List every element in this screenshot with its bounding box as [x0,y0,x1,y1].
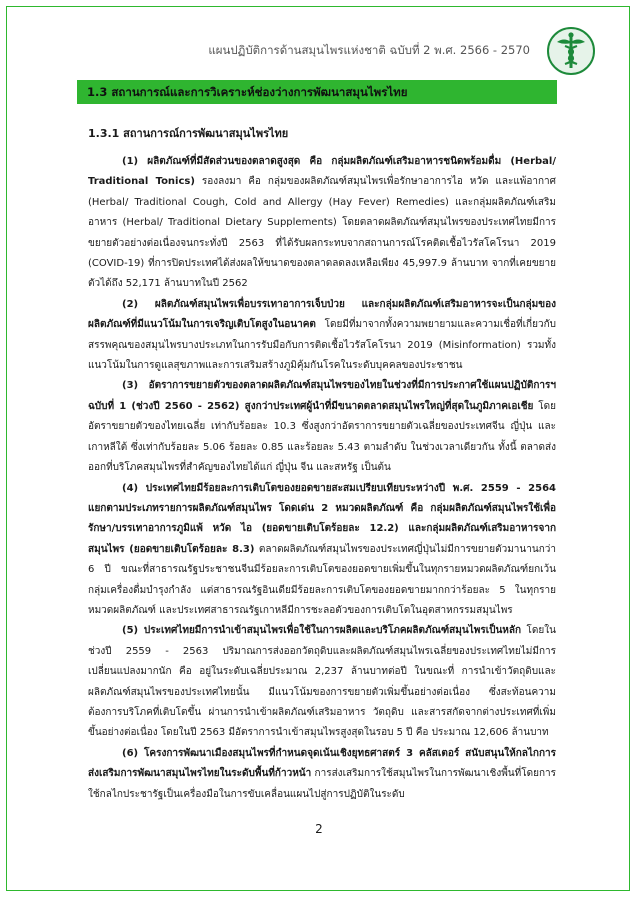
page-number: 2 [315,822,323,836]
header-title: แผนปฏิบัติการด้านสมุนไพรแห่งชาติ ฉบับที่ 2 พ.ศ. 2566 - 2570 [208,43,530,57]
paragraph-2-body: โดยมีที่มาจากทั้งความพยายามและความเชื่อที่เกี่ยวกับสรรพคุณของสมุนไพรบางประเภทในการรับมือกับการติดเชื้อไวรัสโคโรนา 2019 (Misinformation) รวมทั้งแนวโน้มในการดูแลสุขภาพและการเสริมสร้างภูมิคุ้มกันโรคในระดับบุคคลของประชาชน [88,319,556,372]
subsection-title: 1.3.1 สถานการณ์การพัฒนาสมุนไพรไทย [88,127,289,140]
paragraph-5 [88,621,556,743]
paragraph-3 [88,376,556,478]
paragraph-4-lead: (4) ประเทศไทยมีร้อยละการเติบโตของยอดขายสะสมเปรียบเทียบระหว่างปี พ.ศ. 2559 - 2564 แยกตามประเภทรายการผลิตภัณฑ์สมุนไพร โดดเด่น 2 หมวดผลิตภัณฑ์ คือ กลุ่มผลิตภัณฑ์สมุนไพรใช้เพื่อรักษา/บรรเทาอาการภูมิแพ้ หวัด ไอ (ยอดขายเติบโตร้อยละ 12.2) และกลุ่มผลิตภัณฑ์เสริมอาหารจากสมุนไพร (ยอดขายเติบโตร้อยละ 8.3) [88,482,556,555]
paragraph-6-lead: (6) โครงการพัฒนาเมืองสมุนไพรที่กำหนดจุดเน้นเชิงยุทธศาสตร์ 3 คลัสเตอร์ สนับสนุนให้กลไกการส่งเสริมการพัฒนาสมุนไพรไทยในระดับพื้นที่ก้าวหน้า [88,747,556,780]
paragraph-6 [88,744,556,805]
paragraph-1 [88,152,556,295]
page-header [6,6,630,80]
paragraph-3-lead: (3) อัตราการขยายตัวของตลาดผลิตภัณฑ์สมุนไพรของไทยในช่วงที่มีการประกาศใช้แผนปฏิบัติการฯ ฉบับที่ 1 (ช่วงปี 2560 - 2562) สูงกว่าประเทศผู้นำที่มีขนาดตลาดสมุนไพรใหญ่ที่สุดในภูมิภาคเอเชีย [88,380,556,412]
paragraph-5-lead: (5) ประเทศไทยมีการนำเข้าสมุนไพรเพื่อใช้ในการผลิตและบริโภคผลิตภัณฑ์สมุนไพรเป็นหลัก [122,625,522,637]
paragraph-3-body: โดยอัตราขยายตัวของไทยเฉลี่ย เท่ากับร้อยละ 10.3 ซึ่งสูงกว่าอัตราการขยายตัวเฉลี่ยของประเทศจีน ญี่ปุ่น และเกาหลีใต้ ซึ่งเท่ากับร้อยละ 5.06 ร้อยละ 0.85 และร้อยละ 5.43 ตามลำดับ ในช่วงเวลาเดียวกัน ทั้งนี้ ตลาดส่งออกที่บริโภคสมุนไพรที่สำคัญของไทยได้แก่ ญี่ปุ่น จีน และสหรัฐ เป็นต้น [88,400,556,474]
paragraph-2-lead: (2) ผลิตภัณฑ์สมุนไพรเพื่อบรรเทาอาการเจ็บป่วย และกลุ่มผลิตภัณฑ์เสริมอาหารจะเป็นกลุ่มของผลิตภัณฑ์ที่มีแนวโน้มในการเจริญเติบโตสูงในอนาคต [88,298,556,331]
paragraph-4-body: ตลาดผลิตภัณฑ์สมุนไพรของประเทศญี่ปุ่นไม่มีการขยายตัวมานานกว่า 6 ปี ขณะที่สาธารณรัฐประชาชนจีนมีร้อยละการเติบโตของยอดขายเพิ่มขึ้นในทุกรายหมวดผลิตภัณฑ์ยกเว้นกลุ่มเครื่องดื่มบำรุงกำลัง แต่สาธารณรัฐอินเดียมีร้อยละการเติบโตของยอดขายมากกว่าร้อยละ 5 ในทุกรายหมวดผลิตภัณฑ์ และประเทศสาธารณรัฐเกาหลีมีการชะลอตัวของการเติบโตในอุตสาหกรรมสมุนไพร [88,543,556,616]
section-title-bar [77,80,557,104]
paragraph-1-lead: (1) ผลิตภัณฑ์ที่มีสัดส่วนของตลาดสูงสุด คือ กลุ่มผลิตภัณฑ์เสริมอาหารชนิดพร้อมดื่ม (Herbal/ Traditional Tonics) [88,156,556,188]
moph-caduceus-logo-icon [546,26,596,76]
paragraph-2 [88,295,556,377]
body-text [88,152,556,805]
paragraph-6-body: การส่งเสริมการใช้สมุนไพรในการพัฒนาเชิงพื้นที่โดยการใช้กลไกประชารัฐเป็นเครื่องมือในการขับเคลื่อนแผนไปสู่การปฏิบัติในระดับ [88,768,556,800]
paragraph-5-body: โดยในช่วงปี 2559 - 2563 ปริมาณการส่งออกวัตถุดิบและผลิตภัณฑ์สมุนไพรเฉลี่ยของประเทศไทยไม่มีการเปลี่ยนแปลงมากนัก คือ อยู่ในระดับเฉลี่ยประมาณ 2,237 ล้านบาทต่อปี ในขณะที่ การนำเข้าวัตถุดิบและผลิตภัณฑ์สมุนไพรของประเทศไทยนั้น มีแนวโน้มของการขยายตัวเพิ่มขึ้นอย่างต่อเนื่อง ซึ่งสะท้อนความต้องการบริโภคที่เติบโตขึ้น ผ่านการนำเข้าผลิตภัณฑ์เสริมอาหาร วัตถุดิบ และสารสกัดจากต่างประเทศที่เพิ่มขึ้นอย่างต่อเนื่อง โดยในปี 2563 มีอัตราการนำเข้าสมุนไพรสูงสุดในรอบ 5 ปี คือ ประมาณ 12,606 ล้านบาท [88,625,556,739]
paragraph-1-body: รองลงมา คือ กลุ่มของผลิตภัณฑ์สมุนไพรเพื่อรักษาอาการไอ หวัด และแพ้อากาศ (Herbal/ Traditional Cough, Cold and Allergy (Hay Fever) Remedies) และกลุ่มผลิตภัณฑ์เสริมอาหาร (Herbal/ Traditional Dietary Supplements) โดยตลาดผลิตภัณฑ์สมุนไพรของประเทศไทยมีการขยายตัวอย่างต่อเนื่องจนกระทั่งปี 2563 ที่ได้รับผลกระทบจากสถานการณ์โรคติดเชื้อไวรัสโคโรนา 2019 (COVID-19) ที่การปิดประเทศได้ส่งผลให้ขนาดของตลาดลดลงเหลือเพียง 45,997.9 ล้านบาท จากที่เคยขยายตัวได้ถึง 52,171 ล้านบาทในปี 2562 [88,176,556,290]
paragraph-4 [88,479,556,622]
section-title: 1.3 สถานการณ์และการวิเคราะห์ช่องว่างการพัฒนาสมุนไพรไทย [87,85,408,99]
